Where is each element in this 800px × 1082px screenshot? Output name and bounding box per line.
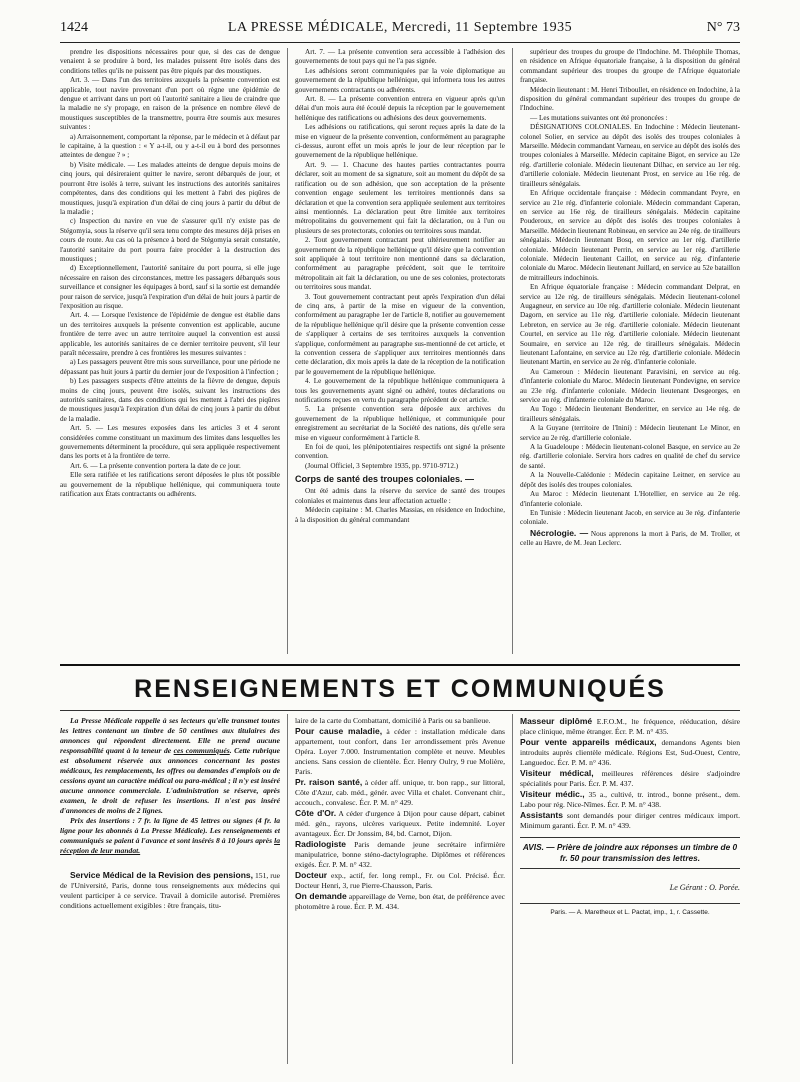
- intro-text-rest: . Cette rubrique est absolument réservée aux annonces concernant les postes médicaux, les remplacements, les offres ou demandes d'emplois ou de cessions ayant un caractère médical ou para-médical ; il n'y est inséré aucune annonce commerciale. L'administration se réserve, après examen, le droit de refuser les insertions. Il n'est pas inséré d'annonces de moins de 2 lignes.: [60, 746, 280, 815]
- page-header: [60, 12, 740, 43]
- ad-text: à céder : installation médicale dans appartement, tout confort, dans 1er arrondissement près Avenue Opéra. Loyer 7.000. Instrumentation complète et neuve. Meubles anciens. Sans cession de clientèle. Écr. Henry Oulry, 9 rue Molière, Paris.: [295, 727, 505, 776]
- article-paragraph: Au Cameroun : Médecin lieutenant Paravisini, en service au rég. d'infanterie coloniale du Maroc. Médecin lieutenant Pondevigne, en service au 23e rég. d'infanterie coloniale. Médecin lieutenant Desgeorges, en service au rég. d'infanterie coloniale du Maroc.: [520, 367, 740, 405]
- section-banner: RENSEIGNEMENTS ET COMMUNIQUÉS: [134, 675, 666, 703]
- article-paragraph: 2. Tout gouvernement contractant peut ultérieurement notifier au gouvernement de la république hellénique qu'il désire que la convention soit appliquée à tout territoire non mentionné dans sa déclaration, conformément au paragraphe précédent, soit que le territoire métropolitain ait fait la déclaration, ou une de ses colonies, protectorats ou territoires sous mandat.: [295, 236, 505, 292]
- classified-ad: [295, 870, 505, 891]
- article-paragraph: 5. La présente convention sera déposée aux archives du gouvernement de la république hellénique, et communiquée pour enregistrement au secrétariat de la Société des nations, dès qu'elle sera mise en vigueur conformément à l'article 8.: [295, 405, 505, 442]
- article-paragraph: Au Maroc : Médecin lieutenant L'Hotellier, en service au 2e rég. d'infanterie coloniale.: [520, 490, 740, 508]
- ads-column-1: [60, 716, 280, 1076]
- ad-text: sont demandés pour diriger centres médicaux import. Minimum garanti. Écr. P. M. n° 439.: [520, 811, 740, 830]
- classified-ad: [295, 891, 505, 912]
- article-paragraph: Art. 4. — Lorsque l'existence de l'épidémie de dengue est établie dans un des territoires auxquels la présente convention est applicable, aucune frontière de terre avec un autre territoire auquel la convention est aussi applicable, les autorités sanitaires de ce dernier territoire peuvent, s'il leur paraît nécessaire, prendre à ces frontières les mesures suivantes :: [60, 311, 280, 357]
- classified-ad: [295, 839, 505, 870]
- ad-text: exp., actif, fer. long rempl., Fr. ou Col. Précisé. Écr. Docteur Henri, 3, rue Pierre-Chausson, Paris.: [295, 871, 505, 890]
- notice-intro: [60, 716, 280, 816]
- classified-ad: [520, 716, 740, 737]
- classified-ad: [520, 789, 740, 810]
- article-paragraph: Art. 9. — 1. Chacune des hautes parties contractantes pourra déclarer, soit au moment de sa signature, soit au moment du dépôt de sa ratification ou de son adhésion, que son acceptation de la présente convention engage seulement les territoires mentionnés dans sa déclaration et que la convention sera appliquée seulement aux territoires ainsi mentionnés. La déclaration peut être limitée aux territoires métropolitains du gouvernement qui fait la déclaration, ou à l'un ou plusieurs de ses protectorats, colonies ou territoires sous mandat.: [295, 160, 505, 235]
- avis-rule: [520, 837, 740, 838]
- mutations-list: [520, 48, 740, 528]
- ad-title: Service Médical de la Revision des pensions,: [70, 870, 253, 880]
- article-paragraph: b) Visite médicale. — Les malades atteints de dengue depuis moins de cinq jours, qui désireraient quitter le navire, seront débarqués de jour, et pourront être isolés à terre, suivant les instructions des autorités sanitaires compétentes, dans des conditions qui les mettent à l'abri des piqûres de moustiques, jusqu'à expiration d'un délai de cinq jours à partir du début de la maladie ;: [60, 160, 280, 216]
- column-rule: [287, 48, 288, 654]
- ads-column-2: [295, 716, 505, 1066]
- ad-text: 151, rue de l'Université, Paris, donne tous renseignements aux médecins qui veulent participer à ce service. Travail à domicile autorisé. Premières conditions actuellement exigibles : être français, titu-: [60, 871, 280, 910]
- convention-articles: [295, 48, 505, 471]
- ad-text: Paris demande jeune secrétaire infirmière manipulatrice, bonne sténo-dactylographe. Diplômes et références exigés. Écr. P. M. n° 432.: [295, 840, 505, 869]
- ad-pensions: [60, 870, 280, 911]
- ad-title: Pour vente appareils médicaux,: [520, 737, 657, 747]
- column-rule: [512, 714, 513, 1064]
- printer-rule: [520, 903, 740, 904]
- article-paragraph: 3. Tout gouvernement contractant peut après l'expiration d'un délai de cinq ans, à partir de la mise en vigueur de la convention, conformément au paragraphe 1er de l'article 8, notifier au gouvernement de la république hellénique qu'il désire que la présente convention cesse de s'appliquer à certains de ses territoires auxquels la convention s'applique, conformément au paragraphe sus-mentionné de cet article, et la convention cessera de s'appliquer aux territoires mentionnés dans cette déclaration, dix mois après la date de la réception de la notification par le gouvernement de la république hellénique.: [295, 292, 505, 376]
- issue-number: N° 73: [706, 20, 740, 35]
- ad-text: A céder d'urgence à Dijon pour cause départ, cabinet méd. gén., rayons, ulcères variqueux. Petite indemnité. Loyer avantageux. Écr. Dr Jonssim, 84, bd. Carnot, Dijon.: [295, 809, 505, 838]
- article-paragraph: DÉSIGNATIONS COLONIALES. En Indochine : Médecin lieutenant-colonel Solier, en service au dépôt des isolés des troupes coloniales à Marseille. Médecin commandant Varneau, en service au dépôt des isolés des troupes coloniales à Marseille. Médecin capitaine Bigot, en service au 12e rég. d'artillerie coloniale. Médecin lieutenant Dilhac, en service au 1er rég. d'artillerie coloniale. Médecin lieutenant Prost, en service au 16e rég. de tirailleurs sénégalais.: [520, 123, 740, 188]
- classified-ad: [520, 810, 740, 831]
- ad-title: Assistants: [520, 810, 563, 820]
- ads-list: [520, 716, 740, 831]
- avis-notice: AVIS. — Prière de joindre aux réponses un timbre de 0 fr. 50 pour transmission des lettres.: [522, 842, 738, 863]
- column-rule: [512, 48, 513, 654]
- ad-text: à céder aff. unique, tr. bon rapp., sur littoral, Côte d'Azur, cab. méd., génér. avec Villa et chalet. Convenant chir., accouch., convalesc. Écr. P. M. n° 429.: [295, 778, 505, 807]
- section-title: Corps de santé des troupes coloniales. —: [295, 474, 475, 485]
- ad-title: On demande: [295, 891, 347, 901]
- article-paragraph: 4. Le gouvernement de la république hellénique communiquera à tous les gouvernements ayant signé ou adhéré, toutes déclarations ou notifications reçues en vertu du paragraphe précédent de cet article.: [295, 377, 505, 405]
- necrology-title: Nécrologie. —: [530, 527, 589, 538]
- prices-text: Prix des insertions : 7 fr. la ligne de 45 lettres ou signes (4 fr. la ligne pour les abonnés à La Presse Médicale). Les renseignements et communiqués se paient à l'avance et sont insérés 8 à 10 jours après: [60, 816, 280, 845]
- article-paragraph: Art. 3. — Dans l'un des territoires auxquels la présente convention est applicable, tout navire provenant d'un port où règne une épidémie de dengue et arrivant dans un port où l'autorité sanitaire a lieu de craindre que la maladie ne s'y propage, en raison de la présence en nombre élevé de moustiques susceptibles de la transmettre, pourra être soumis aux mesures suivantes :: [60, 76, 280, 132]
- ad-title: Côte d'Or.: [295, 808, 337, 818]
- article-paragraph: prendre les dispositions nécessaires pour que, si des cas de dengue venaient à se produire à bord, les malades puissent être isolés dans des conditions telles qu'ils ne puissent pas être piqués par des moustiques.: [60, 48, 280, 75]
- article-paragraph: a) Les passagers peuvent être mis sous surveillance, pour une période ne dépassant pas huit jours à partir du dernier jour de l'exposition à l'infection ;: [60, 358, 280, 376]
- article-column-2: [295, 48, 505, 654]
- ads-list: [295, 726, 505, 912]
- ad-text: demandons Agents bien introduits auprès clientèle médicale. Régions Est, Sud-Ouest, Centre, Languedoc. Écr. P. M. n° 436.: [520, 738, 740, 767]
- section-intro: Ont été admis dans la réserve du service de santé des troupes coloniales et maintenus dans leur affectation actuelle :: [295, 487, 505, 505]
- article-column-1: [60, 48, 280, 654]
- article-paragraph: Art. 8. — La présente convention entrera en vigueur après qu'un délai d'un mois aura été écoulé depuis la réception par le gouvernement hellénique des ratifications ou adhésions des deux gouvernements.: [295, 95, 505, 122]
- ad-title: Visiteur médic.,: [520, 789, 585, 799]
- ad-title: Docteur: [295, 870, 328, 880]
- ad-text: 35 a., cultivé, tr. introd., bonne présent., dem. Labo pour rég. Nice-Nîmes. Écr. P. M. n° 438.: [520, 790, 740, 809]
- article-paragraph: En foi de quoi, les plénipotentiaires respectifs ont signé la présente convention.: [295, 443, 505, 461]
- page-number: 1424: [60, 20, 88, 35]
- ads-column-3: [520, 716, 740, 1066]
- article-paragraph: A la Guadeloupe : Médecin lieutenant-colonel Basque, en service au 2e rég. d'artillerie coloniale. Servira hors cadres en qualité de chef du service de santé.: [520, 443, 740, 470]
- article-paragraph: (Journal Officiel, 3 Septembre 1935, pp. 9710-9712.): [305, 461, 459, 470]
- article-column-3: [520, 48, 740, 654]
- classified-ad: [295, 777, 505, 808]
- article-paragraph: En Afrique occidentale française : Médecin commandant Peyre, en service au 21e rég. d'infanterie coloniale. Médecin commandant Caperan, en service au 16e rég. de tirailleurs sénégalais. Médecin capitaine Pouderoux, en service au dépôt des isolés des troupes coloniales à Marseille. Médecin lieutenant Robineau, en service au 24e rég. de tirailleurs sénégalais. Médecin lieutenant Bosq, en service au 1er rég. d'artillerie coloniale. Médecin lieutenant Perrin, en service au 1er rég. d'artillerie coloniale. Médecin lieutenant Caillot, en service au rég. d'infanterie coloniale du Maroc. Médecin lieutenant Juillard, en service au 52e bataillon de mitrailleurs indochinois.: [520, 189, 740, 282]
- notice-prices: [60, 816, 280, 856]
- article-paragraph: En Tunisie : Médecin lieutenant Jacob, en service au 3e rég. d'infanterie coloniale.: [520, 508, 740, 527]
- printer-line: Paris. — A. Maretheux et L. Pactat, imp., 1, r. Cassette.: [550, 909, 710, 916]
- article-paragraph: En Afrique équatoriale française : Médecin commandant Delprat, en service au 12e rég. de tirailleurs sénégalais. Médecin lieutenant-colonel Augagneur, en service au 10e rég. d'artillerie coloniale. Médecin lieutenant Dagorn, en service au 11e rég. d'artillerie coloniale. Médecin lieutenant Lebreton, en service au 3e rég. d'artillerie coloniale. Médecin lieutenant Courtel, en service au 11e rég. d'artillerie coloniale. Médecin lieutenant Soumaire, en service au 12e rég. de tirailleurs sénégalais. Médecin lieutenant Lafontaine, en service au 12e rég. d'artillerie coloniale. Médecin lieutenant Martin, en service au 2e rég. d'infanterie coloniale.: [520, 283, 740, 367]
- ad-title: Visiteur médical,: [520, 768, 594, 778]
- section-last: Médecin capitaine : M. Charles Massias, en résidence en Indochine, à la disposition du général commandant: [295, 506, 505, 524]
- avis-rule: [520, 868, 740, 869]
- ad-text: E.F.O.M., lte fréquence, rééducation, désire place clinique, même étranger. Écr. P. M. n° 435.: [520, 717, 740, 736]
- section-divider: [60, 664, 740, 666]
- banner-rule: [60, 710, 740, 711]
- article-paragraph: Médecin lieutenant : M. Henri Triboullet, en résidence en Indochine, à la disposition du général commandant supérieur des troupes du groupe de l'Indochine.: [520, 85, 740, 113]
- necrology-text: Nous apprenons la mort à Paris, de M. Troller, et celle au Havre, de M. Jean Leclerc.: [520, 529, 740, 548]
- article-paragraph: Art. 6. — La présente convention portera la date de ce jour.: [70, 461, 241, 470]
- article-paragraph: c) Inspection du navire en vue de s'assurer qu'il n'y existe pas de Stégomyia, sous la réserve qu'il sera tenu compte des mesures déjà prises en cours de route. Au cas où la présence à bord de Stégomyia serait constatée, l'autorité sanitaire du port pourra faire procéder à la destruction des moustiques ;: [60, 217, 280, 263]
- article-paragraph: Art. 5. — Les mesures exposées dans les articles 3 et 4 seront considérées comme constituant un maximum des limites dans lesquelles les gouvernements déterminent la procédure, qui sera appliquée respectivement dans les ports et à la frontière de terre.: [60, 424, 280, 461]
- article-paragraph: Art. 7. — La présente convention sera accessible à l'adhésion des gouvernements de tout pays qui ne l'a pas signée.: [295, 48, 505, 66]
- article-paragraph: Les adhésions ou ratifications, qui seront reçues après la date de la mise en vigueur de la présente convention, conformément au paragraphe ci-dessus, auront effet un mois après le jour de leur réception par le gouvernement de la république hellénique.: [295, 123, 505, 160]
- ad-title: Radiologiste: [295, 839, 347, 849]
- classified-ad: [520, 737, 740, 768]
- ad-text: meilleures références désire s'adjoindre spécialités pour Paris. Écr. P. M. 437.: [520, 769, 740, 788]
- article-paragraph: — Les mutations suivantes ont été prononcées :: [530, 113, 668, 122]
- article-paragraph: A la Nouvelle-Calédonie : Médecin capitaine Leitner, en service au dépôt des isolés des troupes coloniales.: [520, 471, 740, 489]
- prices-underlined: la réception de leur mandat.: [60, 836, 280, 855]
- publisher-manager: Le Gérant : O. Porée.: [669, 883, 740, 892]
- ad-continuation: laire de la carte du Combattant, domicilié à Paris ou sa banlieue.: [295, 716, 491, 725]
- column-rule: [287, 714, 288, 1064]
- article-paragraph: supérieur des troupes du groupe de l'Indochine. M. Théophile Thomas, en résidence en Afrique équatoriale française, à la disposition du général commandant supérieur des troupes du groupe de l'Afrique équatoriale française.: [520, 48, 740, 85]
- article-paragraph: Les adhésions seront communiquées par la voie diplomatique au gouvernement de la république hellénique, qui informera tous les autres gouvernements contractants ou adhérents.: [295, 66, 505, 94]
- article-paragraph: a) Arraisonnement, comportant la réponse, par le médecin et à défaut par le capitaine, à la question : « Y a-t-il, ou y a-t-il eu à bord des personnes atteintes de dengue ? » ;: [60, 132, 280, 160]
- ad-text: appareillage de Verne, bon état, de préférence avec photomètre à roue. Écr. P. M. 434.: [295, 892, 505, 911]
- article-paragraph: Au Togo : Médecin lieutenant Benderitter, en service au 14e rég. de tirailleurs sénégalais.: [520, 405, 740, 423]
- intro-text: La Presse Médicale rappelle à ses lecteurs qu'elle transmet toutes les lettres contenant un timbre de 50 centimes aux titulaires des annonces qui répondent directement. Elle ne prend aucune responsabilité quant à la teneur de: [60, 716, 280, 755]
- ad-title: Pour cause maladie,: [295, 726, 383, 736]
- intro-underlined: ces communiqués: [173, 746, 230, 755]
- article-paragraph: b) Les passagers suspects d'être atteints de la fièvre de dengue, depuis moins de cinq jours, peuvent être isolés, suivant les instructions des autorités sanitaires, dans des conditions qui les mettent à l'abri des piqûres de moustiques jusqu'à l'expiration d'un délai de cinq jours à partir du début de la maladie.: [60, 377, 280, 423]
- journal-title: LA PRESSE MÉDICALE, Mercredi, 11 Septembre 1935: [227, 20, 573, 35]
- article-paragraph: A la Guyane (territoire de l'Inini) : Médecin lieutenant Le Minor, en service au 2e rég. d'artillerie coloniale.: [520, 424, 740, 442]
- classified-ad: [295, 726, 505, 777]
- classified-ad: [295, 808, 505, 839]
- ad-title: Masseur diplômé: [520, 716, 593, 726]
- classified-ad: [520, 768, 740, 789]
- article-paragraph: d) Exceptionnellement, l'autorité sanitaire du port pourra, si elle juge nécessaire en raison des circonstances, mettre les passagers débarqués sous surveillance et consigner les équipages à bord, sauf si la sortie est demandée pour raison de service, jusqu'à l'expiration d'un délai de huit jours à partir de l'exposition au risque.: [60, 264, 280, 310]
- ad-title: Pr. raison santé,: [295, 777, 363, 787]
- article-paragraph: Elle sera ratifiée et les ratifications seront déposées le plus tôt possible au gouvernement de la république hellénique, qui communiquera toute ratification aux États contractants ou adhérents.: [60, 471, 280, 499]
